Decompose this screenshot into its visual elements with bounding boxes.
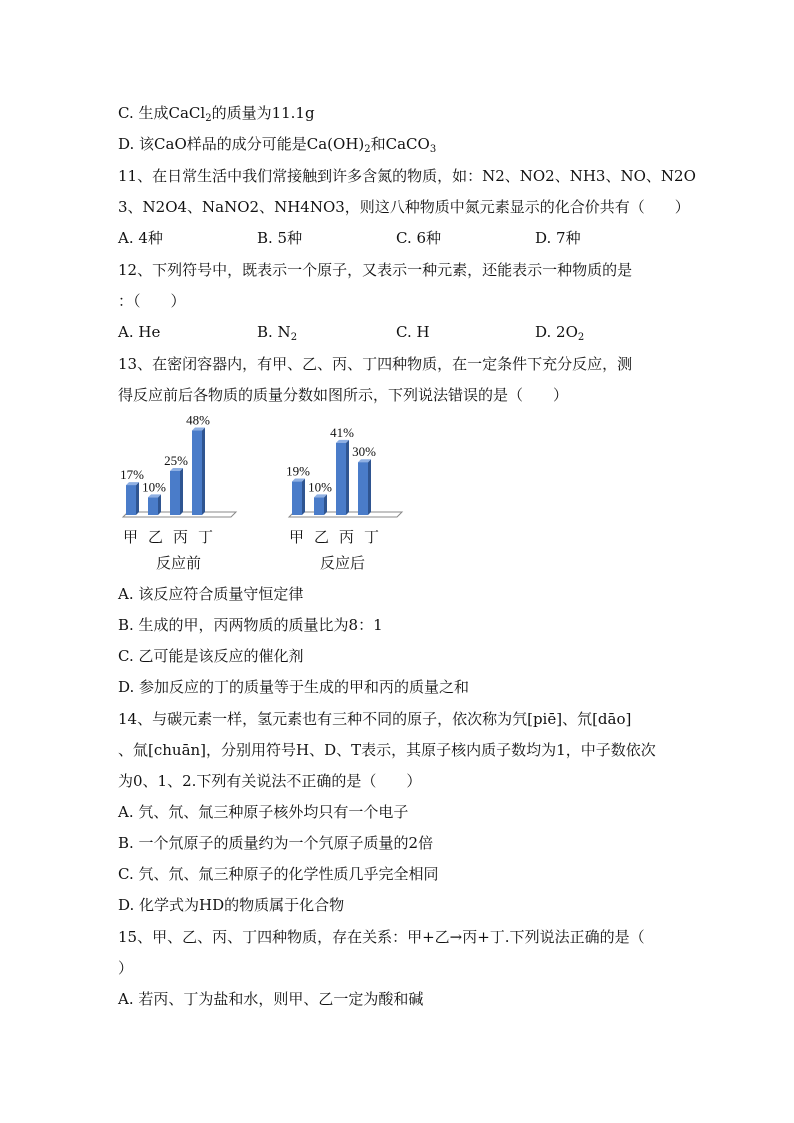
- category-label: 甲: [123, 528, 139, 546]
- bar-value-label: 48%: [186, 412, 210, 428]
- bar-front: [292, 482, 302, 515]
- q14-option-c: C. 氕、氘、氚三种原子的化学性质几乎完全相同: [118, 865, 439, 883]
- bar-side: [202, 428, 205, 515]
- q14-option-d: D. 化学式为HD的物质属于化合物: [118, 896, 345, 914]
- bar-value-label: 19%: [286, 463, 310, 479]
- category-label: 乙: [314, 528, 330, 546]
- chart-caption-before: 反应前: [156, 554, 202, 572]
- bar-1-1: [314, 494, 327, 515]
- category-label: 丁: [364, 528, 380, 546]
- q13-stem-line2: 得反应前后各物质的质量分数如图所示，下列说法错误的是（ ）: [118, 386, 569, 404]
- category-label: 乙: [148, 528, 164, 546]
- q14-option-a: A. 氕、氘、氚三种原子核外均只有一个电子: [118, 803, 409, 821]
- q12-stem-line1: 12、下列符号中，既表示一个原子，又表示一种元素，还能表示一种物质的是: [118, 261, 633, 279]
- bar-0-2: [170, 468, 183, 515]
- q11-stem-line2: 3、N2O4、NaNO2、NH4NO3，则这八种物质中氮元素显示的化合价共有（ ）: [118, 198, 690, 216]
- bar-front: [314, 497, 324, 515]
- bar-0-0: [126, 482, 139, 515]
- bar-side: [180, 468, 183, 515]
- bar-side: [136, 482, 139, 515]
- bar-chart-before-plot: [118, 410, 248, 535]
- q13-stem-line1: 13、在密闭容器内，有甲、乙、丙、丁四种物质，在一定条件下充分反应，测: [118, 355, 633, 373]
- bar-front: [170, 471, 180, 515]
- bar-1-2: [336, 440, 349, 515]
- bar-chart-after: [284, 410, 414, 575]
- category-label: 丁: [198, 528, 214, 546]
- category-label: 甲: [289, 528, 305, 546]
- q12-stem-line2: ：（ ）: [118, 292, 186, 310]
- bar-1-3: [358, 459, 371, 515]
- bar-front: [358, 462, 368, 515]
- bar-value-label: 25%: [164, 453, 188, 468]
- q15-stem-line1: 15、甲、乙、丙、丁四种物质，存在关系：甲+乙→丙+丁.下列说法正确的是（: [118, 928, 645, 946]
- bar-front: [148, 497, 158, 515]
- bar-side: [302, 479, 305, 515]
- q13-option-c: C. 乙可能是该反应的催化剂: [118, 647, 304, 665]
- bar-chart-before: [118, 410, 248, 575]
- bar-0-3: [192, 428, 205, 515]
- q12-option-c: C. H: [396, 323, 430, 341]
- bar-front: [192, 431, 202, 515]
- category-label: 丙: [173, 528, 189, 546]
- bar-side: [324, 494, 327, 515]
- q11-option-b: B. 5种: [257, 229, 303, 247]
- q14-stem-line1: 14、与碳元素一样，氢元素也有三种不同的原子，依次称为氕[piē]、氘[dāo]: [118, 710, 632, 728]
- category-label: 丙: [339, 528, 355, 546]
- q12-option-a: A. He: [118, 323, 161, 341]
- q11-option-a: A. 4种: [118, 229, 163, 247]
- q10-option-d: D. 该CaO样品的成分可能是$Ca(OH)_2$和CaCO$_3$: [118, 135, 437, 155]
- bar-value-label: 10%: [142, 479, 166, 495]
- q14-option-b: B. 一个氘原子的质量约为一个氕原子质量的2倍: [118, 834, 434, 852]
- bar-side: [158, 494, 161, 515]
- q13-option-d: D. 参加反应的丁的质量等于生成的甲和丙的质量之和: [118, 678, 470, 696]
- q12-option-d: D. $2O_2$: [535, 323, 585, 343]
- q11-option-d: D. 7种: [535, 229, 581, 247]
- bar-1-0: [292, 479, 305, 515]
- q11-option-c: C. 6种: [396, 229, 442, 247]
- bar-side: [368, 459, 371, 515]
- q15-option-a: A. 若丙、丁为盐和水，则甲、乙一定为酸和碱: [118, 990, 424, 1008]
- bar-chart-after-plot: [284, 410, 414, 535]
- q12-option-b: B. $N_2$: [257, 323, 298, 343]
- q11-stem-line1: 11、在日常生活中我们常接触到许多含氮的物质，如：N2、NO2、NH3、NO、N2O: [118, 167, 696, 185]
- bar-0-1: [148, 494, 161, 515]
- bar-front: [126, 485, 136, 515]
- bar-value-label: 17%: [120, 467, 144, 483]
- q13-option-a: A. 该反应符合质量守恒定律: [118, 585, 304, 603]
- q15-stem-line2: ）: [118, 959, 134, 977]
- bar-value-label: 10%: [308, 479, 332, 495]
- chart-caption-after: 反应后: [320, 554, 366, 572]
- bar-front: [336, 443, 346, 515]
- q14-stem-line2: 、氚[chuān]，分别用符号H、D、T表示，其原子核内质子数均为1，中子数依次: [118, 741, 656, 759]
- q13-option-b: B. 生成的甲，丙两物质的质量比为8：1: [118, 616, 383, 634]
- bar-side: [346, 440, 349, 515]
- bar-value-label: 30%: [352, 444, 376, 460]
- q14-stem-line3: 为0、1、2.下列有关说法不正确的是（ ）: [118, 772, 422, 790]
- q10-option-c: C. 生成CaCl$_2$的质量为11.1g: [118, 104, 315, 124]
- bar-value-label: 41%: [330, 424, 354, 440]
